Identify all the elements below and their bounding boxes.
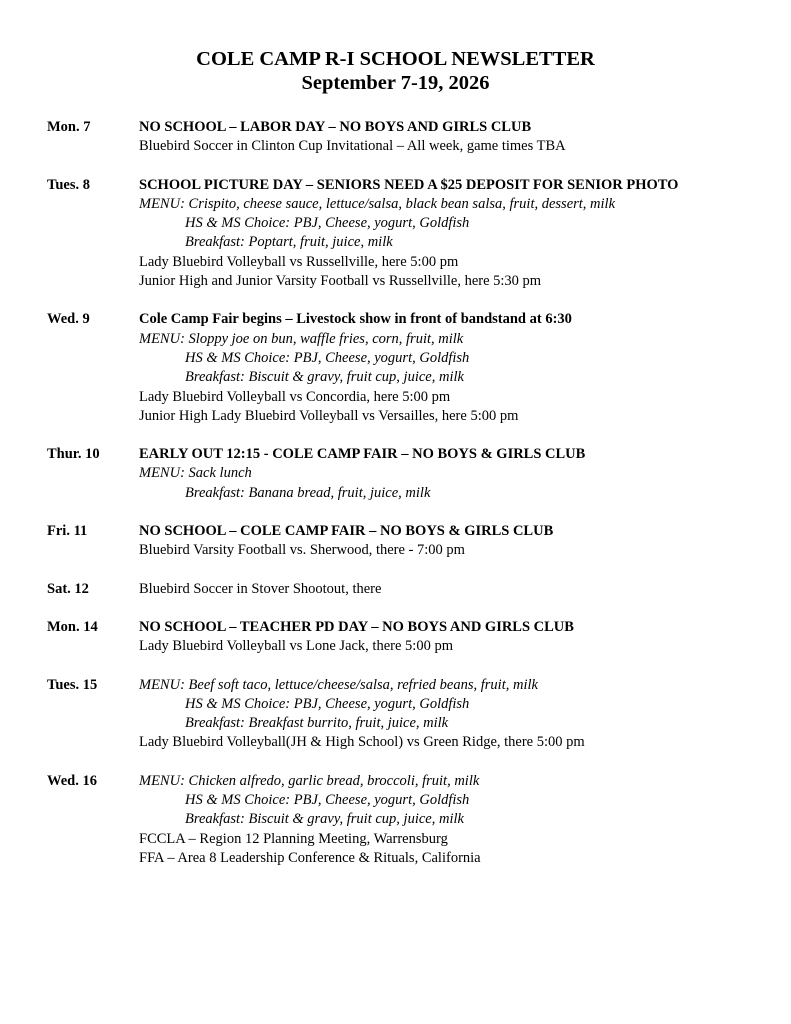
entry-event: Junior High Lady Bluebird Volleyball vs Versailles, here 5:00 pm xyxy=(139,407,519,424)
entry-lines xyxy=(139,445,767,503)
entry-headline: EARLY OUT 12:15 - COLE CAMP FAIR – NO BOYS & GIRLS CLUB xyxy=(139,446,586,463)
entry-headline: SCHOOL PICTURE DAY – SENIORS NEED A $25 DEPOSIT FOR SENIOR PHOTO xyxy=(139,176,679,193)
menu-label: MENU: xyxy=(139,330,185,347)
entry-event: Junior High and Junior Varsity Football vs Russellville, here 5:30 pm xyxy=(139,273,542,290)
schedule-entry xyxy=(47,676,767,753)
entry-event: Bluebird Soccer in Stover Shootout, there xyxy=(139,580,382,597)
menu-subline: HS & MS Choice: PBJ, Cheese, yogurt, Goldfish xyxy=(185,349,470,366)
entry-event: FCCLA – Region 12 Planning Meeting, Warrensburg xyxy=(139,830,448,847)
menu-items: Sack lunch xyxy=(184,465,252,482)
entry-day: Fri. 11 xyxy=(47,523,88,540)
schedule-entry xyxy=(47,522,767,561)
entry-event: Lady Bluebird Volleyball vs Concordia, here 5:00 pm xyxy=(139,388,451,405)
menu-items: Sloppy joe on bun, waffle fries, corn, fruit, milk xyxy=(184,330,464,347)
entry-day: Thur. 10 xyxy=(47,446,100,463)
entry-event: Lady Bluebird Volleyball(JH & High School) vs Green Ridge, there 5:00 pm xyxy=(139,734,585,751)
entry-lines xyxy=(139,176,767,292)
entry-day: Tues. 15 xyxy=(47,676,98,693)
schedule-entry xyxy=(47,772,767,868)
title-block xyxy=(0,47,791,95)
entry-lines xyxy=(139,618,767,657)
menu-subline: HS & MS Choice: PBJ, Cheese, yogurt, Goldfish xyxy=(185,792,470,809)
menu-line xyxy=(139,330,767,349)
menu-label: MENU: xyxy=(139,772,185,789)
entry-lines xyxy=(139,772,767,868)
entry-lines xyxy=(139,310,767,426)
menu-items: Chicken alfredo, garlic bread, broccoli, fruit, milk xyxy=(184,772,480,789)
menu-line xyxy=(139,195,767,214)
entry-event: Lady Bluebird Volleyball vs Russellville, here 5:00 pm xyxy=(139,253,459,270)
menu-label: MENU: xyxy=(139,465,185,482)
menu-items: Beef soft taco, lettuce/cheese/salsa, refried beans, fruit, milk xyxy=(184,676,538,693)
schedule-entry xyxy=(47,618,767,657)
entry-headline: NO SCHOOL – TEACHER PD DAY – NO BOYS AND GIRLS CLUB xyxy=(139,618,574,635)
entry-lines xyxy=(139,522,767,561)
newsletter-date-range: September 7-19, 2026 xyxy=(301,72,490,94)
menu-label: MENU: xyxy=(139,676,185,693)
menu-subline: Breakfast: Banana bread, fruit, juice, milk xyxy=(185,484,431,501)
menu-items: Crispito, cheese sauce, lettuce/salsa, black bean salsa, fruit, dessert, milk xyxy=(184,195,616,212)
menu-line xyxy=(139,676,767,695)
entry-day: Mon. 7 xyxy=(47,119,91,135)
schedule-entry xyxy=(47,445,767,503)
schedule-entry xyxy=(47,580,767,599)
entry-lines xyxy=(139,580,767,599)
menu-line xyxy=(139,772,767,791)
schedule-entry xyxy=(47,310,767,426)
entry-day: Sat. 12 xyxy=(47,580,89,597)
menu-label: MENU: xyxy=(139,195,185,212)
entry-headline: NO SCHOOL – COLE CAMP FAIR – NO BOYS & GIRLS CLUB xyxy=(139,523,554,540)
menu-subline: Breakfast: Biscuit & gravy, fruit cup, juice, milk xyxy=(185,811,464,828)
menu-subline: Breakfast: Biscuit & gravy, fruit cup, juice, milk xyxy=(185,369,464,386)
entry-event: FFA – Area 8 Leadership Conference & Rituals, California xyxy=(139,849,481,866)
entry-day: Wed. 9 xyxy=(47,311,90,328)
menu-subline: HS & MS Choice: PBJ, Cheese, yogurt, Goldfish xyxy=(185,695,470,712)
entry-day: Mon. 14 xyxy=(47,618,98,635)
schedule-entry xyxy=(47,118,767,157)
entry-headline: Cole Camp Fair begins – Livestock show in front of bandstand at 6:30 xyxy=(139,311,572,328)
menu-subline: Breakfast: Breakfast burrito, fruit, juice, milk xyxy=(185,715,449,732)
entry-headline: NO SCHOOL – LABOR DAY – NO BOYS AND GIRLS CLUB xyxy=(139,119,532,135)
entry-event: Bluebird Varsity Football vs. Sherwood, there - 7:00 pm xyxy=(139,542,465,559)
schedule-list xyxy=(47,118,767,887)
menu-line xyxy=(139,464,767,483)
entry-event: Lady Bluebird Volleyball vs Lone Jack, there 5:00 pm xyxy=(139,638,453,655)
menu-subline: HS & MS Choice: PBJ, Cheese, yogurt, Goldfish xyxy=(185,215,470,232)
menu-subline: Breakfast: Poptart, fruit, juice, milk xyxy=(185,234,393,251)
entry-day: Tues. 8 xyxy=(47,176,90,193)
entry-day: Wed. 16 xyxy=(47,772,97,789)
entry-lines xyxy=(139,118,767,157)
schedule-entry xyxy=(47,176,767,292)
entry-event: Bluebird Soccer in Clinton Cup Invitational – All week, game times TBA xyxy=(139,138,566,155)
newsletter-title: COLE CAMP R-I SCHOOL NEWSLETTER xyxy=(196,48,595,70)
entry-lines xyxy=(139,676,767,753)
